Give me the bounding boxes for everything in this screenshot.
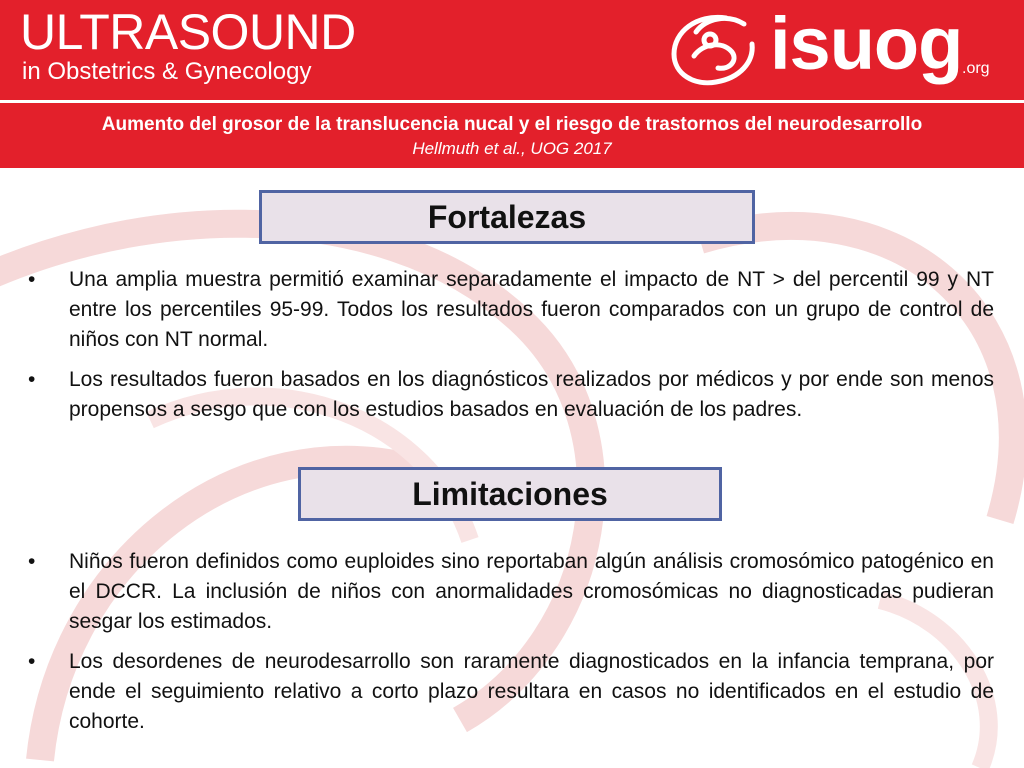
bullet-icon: • [28,368,36,391]
list-item-text: Una amplia muestra permitió examinar separadamente el impacto de NT > del percentil 99 y NT entre los percentiles 95-99. Todos los resultados fueron comparados con un grupo de control de niños con NT normal. [69,268,994,351]
strengths-heading: Fortalezas [259,190,755,244]
journal-title: ULTRASOUND [20,4,356,60]
isuog-logo-text: isuog [770,2,963,85]
isuog-fetus-logo-icon [666,10,770,90]
limitations-list [28,547,994,747]
list-item [28,365,994,425]
journal-subtitle: in Obstetrics & Gynecology [22,58,312,85]
list-item-text: Niños fueron definidos como euploides sino reportaban algún análisis cromosómico patogénico en el DCCR. La inclusión de niños con anormalidades cromosómicas no diagnosticadas pudieran sesgar los estimados. [69,550,994,633]
list-item-text: Los resultados fueron basados en los diagnósticos realizados por médicos y por ende son menos propensos a sesgo que con los estudios basados en evaluación de los padres. [69,368,994,421]
header-divider [0,100,1024,103]
list-item [28,647,994,737]
bullet-icon: • [28,268,36,291]
list-item [28,547,994,637]
list-item [28,265,994,355]
list-item-text: Los desordenes de neurodesarrollo son raramente diagnosticados en la infancia temprana, por ende el seguimiento relativo a corto plazo resultara en casos no identificados en el estudio de cohorte. [69,650,994,733]
article-title: Aumento del grosor de la translucencia nucal y el riesgo de trastornos del neurodesarrollo [101,114,923,135]
limitations-heading: Limitaciones [298,467,722,521]
isuog-logo-suffix: .org [962,60,990,77]
header-banner [0,0,1024,168]
strengths-list [28,265,994,435]
bullet-icon: • [28,550,36,573]
article-reference: Hellmuth et al., UOG 2017 [412,139,612,158]
bullet-icon: • [28,650,36,673]
